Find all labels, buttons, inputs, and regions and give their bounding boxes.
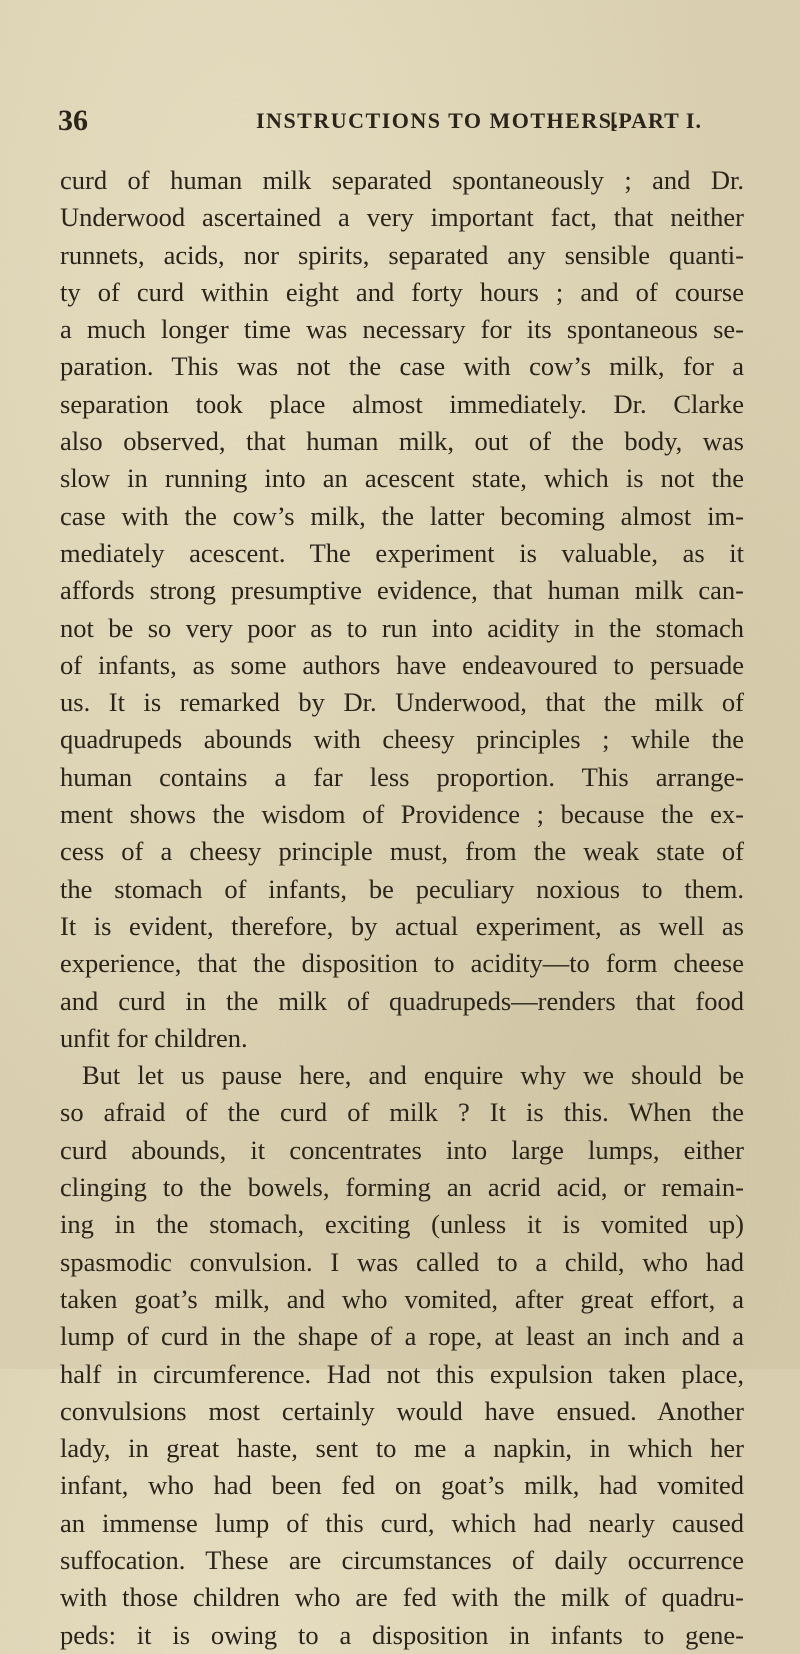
text-line: peds: it is owing to a disposition in infants to gene-: [60, 1619, 744, 1650]
text-line: case with the cow’s milk, the latter becoming almost im-: [60, 500, 744, 531]
text-line: half in circumference. Had not this expulsion taken place,: [60, 1358, 744, 1389]
text-line: affords strong presumptive evidence, that human milk can-: [60, 575, 744, 606]
text-line: human contains a far less proportion. This arrange-: [60, 761, 744, 792]
running-head: [0, 104, 800, 144]
paragraph-start-line: But let us pause here, and enquire why we should be: [82, 1060, 744, 1091]
text-line: It is evident, therefore, by actual experiment, as well as: [60, 910, 744, 941]
text-line: paration. This was not the case with cow’s milk, for a: [60, 351, 744, 382]
text-line: separation took place almost immediately. Dr. Clarke: [60, 388, 744, 419]
text-line: spasmodic convulsion. I was called to a child, who had: [60, 1246, 744, 1277]
text-line: ing in the stomach, exciting (unless it is vomited up): [60, 1209, 744, 1240]
text-line: the stomach of infants, be peculiary noxious to them.: [60, 873, 744, 904]
text-line: an immense lump of this curd, which had nearly caused: [60, 1507, 744, 1538]
text-line: so afraid of the curd of milk ? It is this. When the: [60, 1097, 744, 1128]
text-line: ty of curd within eight and forty hours ; and of course: [60, 276, 744, 307]
body-text: [60, 162, 744, 1654]
text-line: also observed, that human milk, out of the body, was: [60, 426, 744, 457]
text-line: cess of a cheesy principle must, from the weak state of: [60, 836, 744, 867]
text-line: lady, in great haste, sent to me a napkin, in which her: [60, 1433, 744, 1464]
text-line: not be so very poor as to run into acidity in the stomach: [60, 612, 744, 643]
text-line: curd of human milk separated spontaneously ; and Dr.: [60, 165, 744, 195]
text-line: ment shows the wisdom of Providence ; because the ex-: [60, 799, 744, 830]
paragraph-end-line: unfit for children.: [60, 1022, 248, 1053]
text-line: experience, that the disposition to acidity—to form cheese: [60, 948, 744, 979]
text-line: Underwood ascertained a very important fact, that neither: [60, 202, 744, 233]
text-line: us. It is remarked by Dr. Underwood, that the milk of: [60, 687, 744, 718]
text-line: and curd in the milk of quadrupeds—renders that food: [60, 985, 744, 1016]
text-line: suffocation. These are circumstances of daily occurrence: [60, 1544, 744, 1575]
page-number: 36: [58, 104, 88, 137]
text-line: quadrupeds abounds with cheesy principles ; while the: [60, 724, 744, 755]
text-line: taken goat’s milk, and who vomited, after great effort, a: [60, 1283, 744, 1314]
text-line: runnets, acids, nor spirits, separated any sensible quanti-: [60, 239, 744, 270]
text-line: curd abounds, it concentrates into large lumps, either: [60, 1134, 744, 1165]
part-label: [PART I.: [610, 108, 702, 133]
text-line: lump of curd in the shape of a rope, at least an inch and a: [60, 1321, 744, 1352]
text-line: of infants, as some authors have endeavoured to persuade: [60, 649, 744, 680]
text-line: with those children who are fed with the milk of quadru-: [60, 1582, 744, 1613]
text-line: convulsions most certainly would have ensued. Another: [60, 1395, 744, 1426]
text-line: clinging to the bowels, forming an acrid acid, or remain-: [60, 1172, 744, 1203]
text-line: a much longer time was necessary for its spontaneous se-: [60, 314, 744, 345]
running-title: INSTRUCTIONS TO MOTHERS.: [256, 108, 620, 133]
text-line: infant, who had been fed on goat’s milk, had vomited: [60, 1470, 744, 1501]
text-line: slow in running into an acescent state, which is not the: [60, 463, 744, 494]
text-line: mediately acescent. The experiment is valuable, as it: [60, 537, 744, 568]
